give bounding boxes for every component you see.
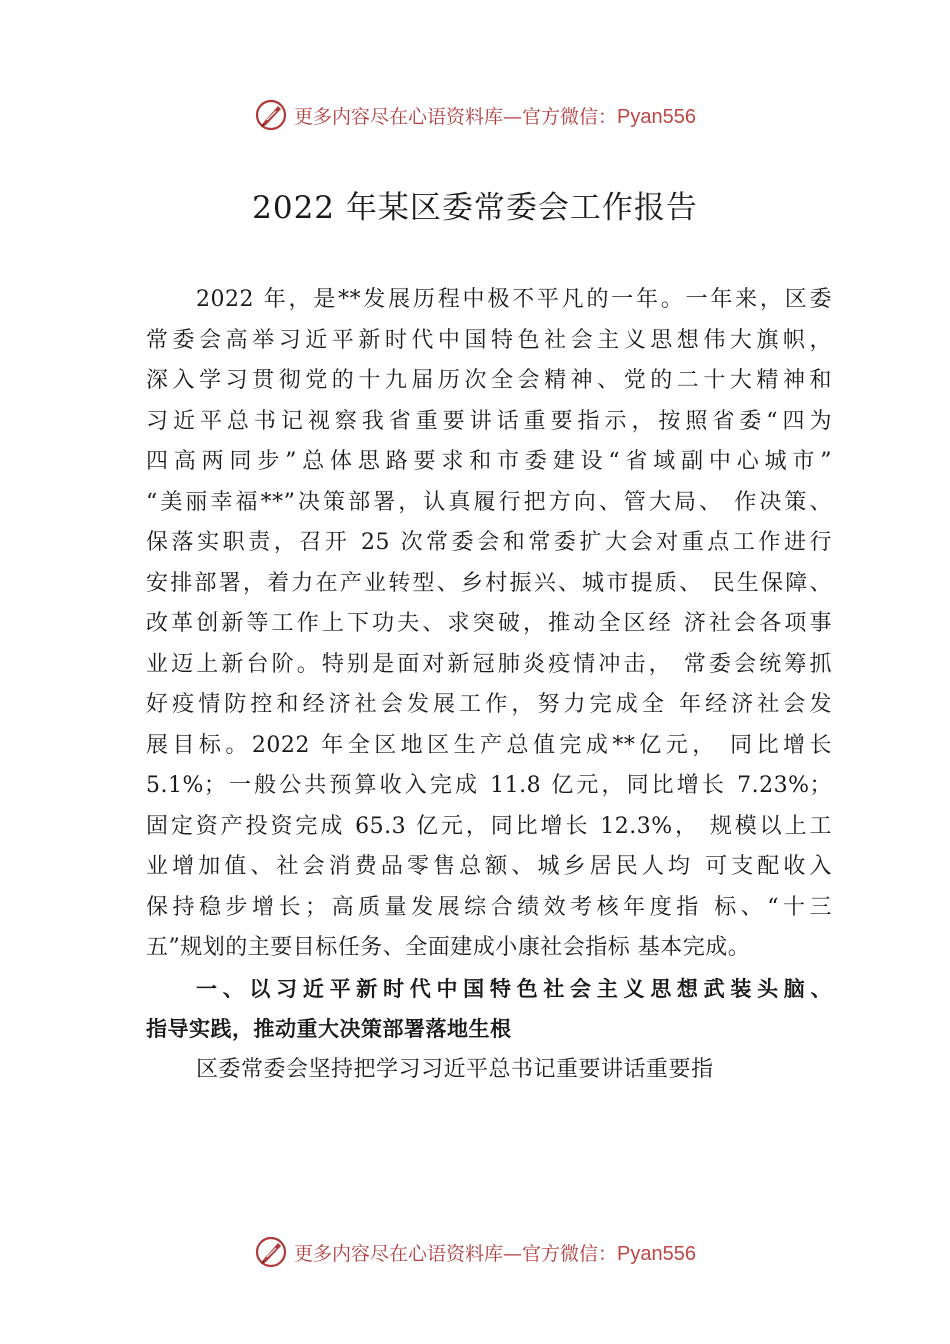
text-line: 保持稳步增长；高质量发展综合绩效考核年度指 标、“十三 xyxy=(146,894,832,920)
quill-logo-icon xyxy=(254,98,288,132)
text-line: 展目标。2022 年全区地区生产总值完成**亿元， 同比增长 xyxy=(146,732,832,758)
banner-text xyxy=(294,102,696,129)
footer-banner xyxy=(0,1232,950,1272)
banner-wechat-id: Pyan556 xyxy=(617,1242,696,1265)
text-line: 改革创新等工作上下功夫、求突破，推动全区经 济社会各项事 xyxy=(146,611,832,636)
text-line: 五”规划的主要目标任务、全面建成小康社会指标 基本完成。 xyxy=(146,935,751,960)
text-line: 区委常委会坚持把学习习近平总书记重要讲话重要指 xyxy=(196,1056,714,1082)
document-body xyxy=(146,280,832,1090)
text-line: 2022 年，是**发展历程中极不平凡的一年。一年来，区委 xyxy=(196,287,832,312)
text-line: 固定资产投资完成 65.3 亿元，同比增长 12.3%， 规模以上工 xyxy=(146,813,832,839)
heading-line: 指导实践，推动重大决策部署落地生根 xyxy=(146,1017,512,1041)
heading-line: 一、以习近平新时代中国特色社会主义思想武装头脑、 xyxy=(196,976,832,1001)
text-line: 5.1%；一般公共预算收入完成 11.8 亿元，同比增长 7.23%； xyxy=(146,773,832,798)
text-line: 业增加值、社会消费品零售总额、城乡居民人均 可支配收入 xyxy=(146,854,832,879)
text-line: 安排部署，着力在产业转型、乡村振兴、城市提质、 民生保障、 xyxy=(146,570,832,596)
banner-text xyxy=(294,1239,696,1266)
quill-logo-icon xyxy=(254,1235,288,1269)
text-line: 习近平总书记视察我省重要讲话重要指示，按照省委“四为 xyxy=(146,408,832,434)
text-line: “美丽幸福**”决策部署，认真履行把方向、管大局、 作决策、 xyxy=(146,489,832,515)
header-banner xyxy=(0,95,950,135)
text-line: 业迈上新台阶。特别是面对新冠肺炎疫情冲击， 常委会统筹抓 xyxy=(146,651,832,677)
text-line: 深入学习贯彻党的十九届历次全会精神、党的二十大精神和 xyxy=(146,368,832,393)
banner-label: 更多内容尽在心语资料库—官方微信： xyxy=(294,105,618,128)
paragraph-section-1 xyxy=(146,1050,832,1091)
text-line: 保落实职责，召开 25 次常委会和常委扩大会对重点工作进行 xyxy=(146,530,832,555)
text-line: 好疫情防控和经济社会发展工作，努力完成全 年经济社会发 xyxy=(146,692,832,717)
banner-label: 更多内容尽在心语资料库—官方微信： xyxy=(294,1242,618,1265)
paragraph-intro xyxy=(146,280,832,969)
text-line: 四高两同步”总体思路要求和市委建设“省域副中心城市” xyxy=(146,449,832,474)
banner-wechat-id: Pyan556 xyxy=(617,105,696,128)
document-title: 2022 年某区委常委会工作报告 xyxy=(252,190,698,226)
text-line: 常委会高举习近平新时代中国特色社会主义思想伟大旗帜， xyxy=(146,327,832,353)
section-heading-1 xyxy=(146,969,832,1050)
